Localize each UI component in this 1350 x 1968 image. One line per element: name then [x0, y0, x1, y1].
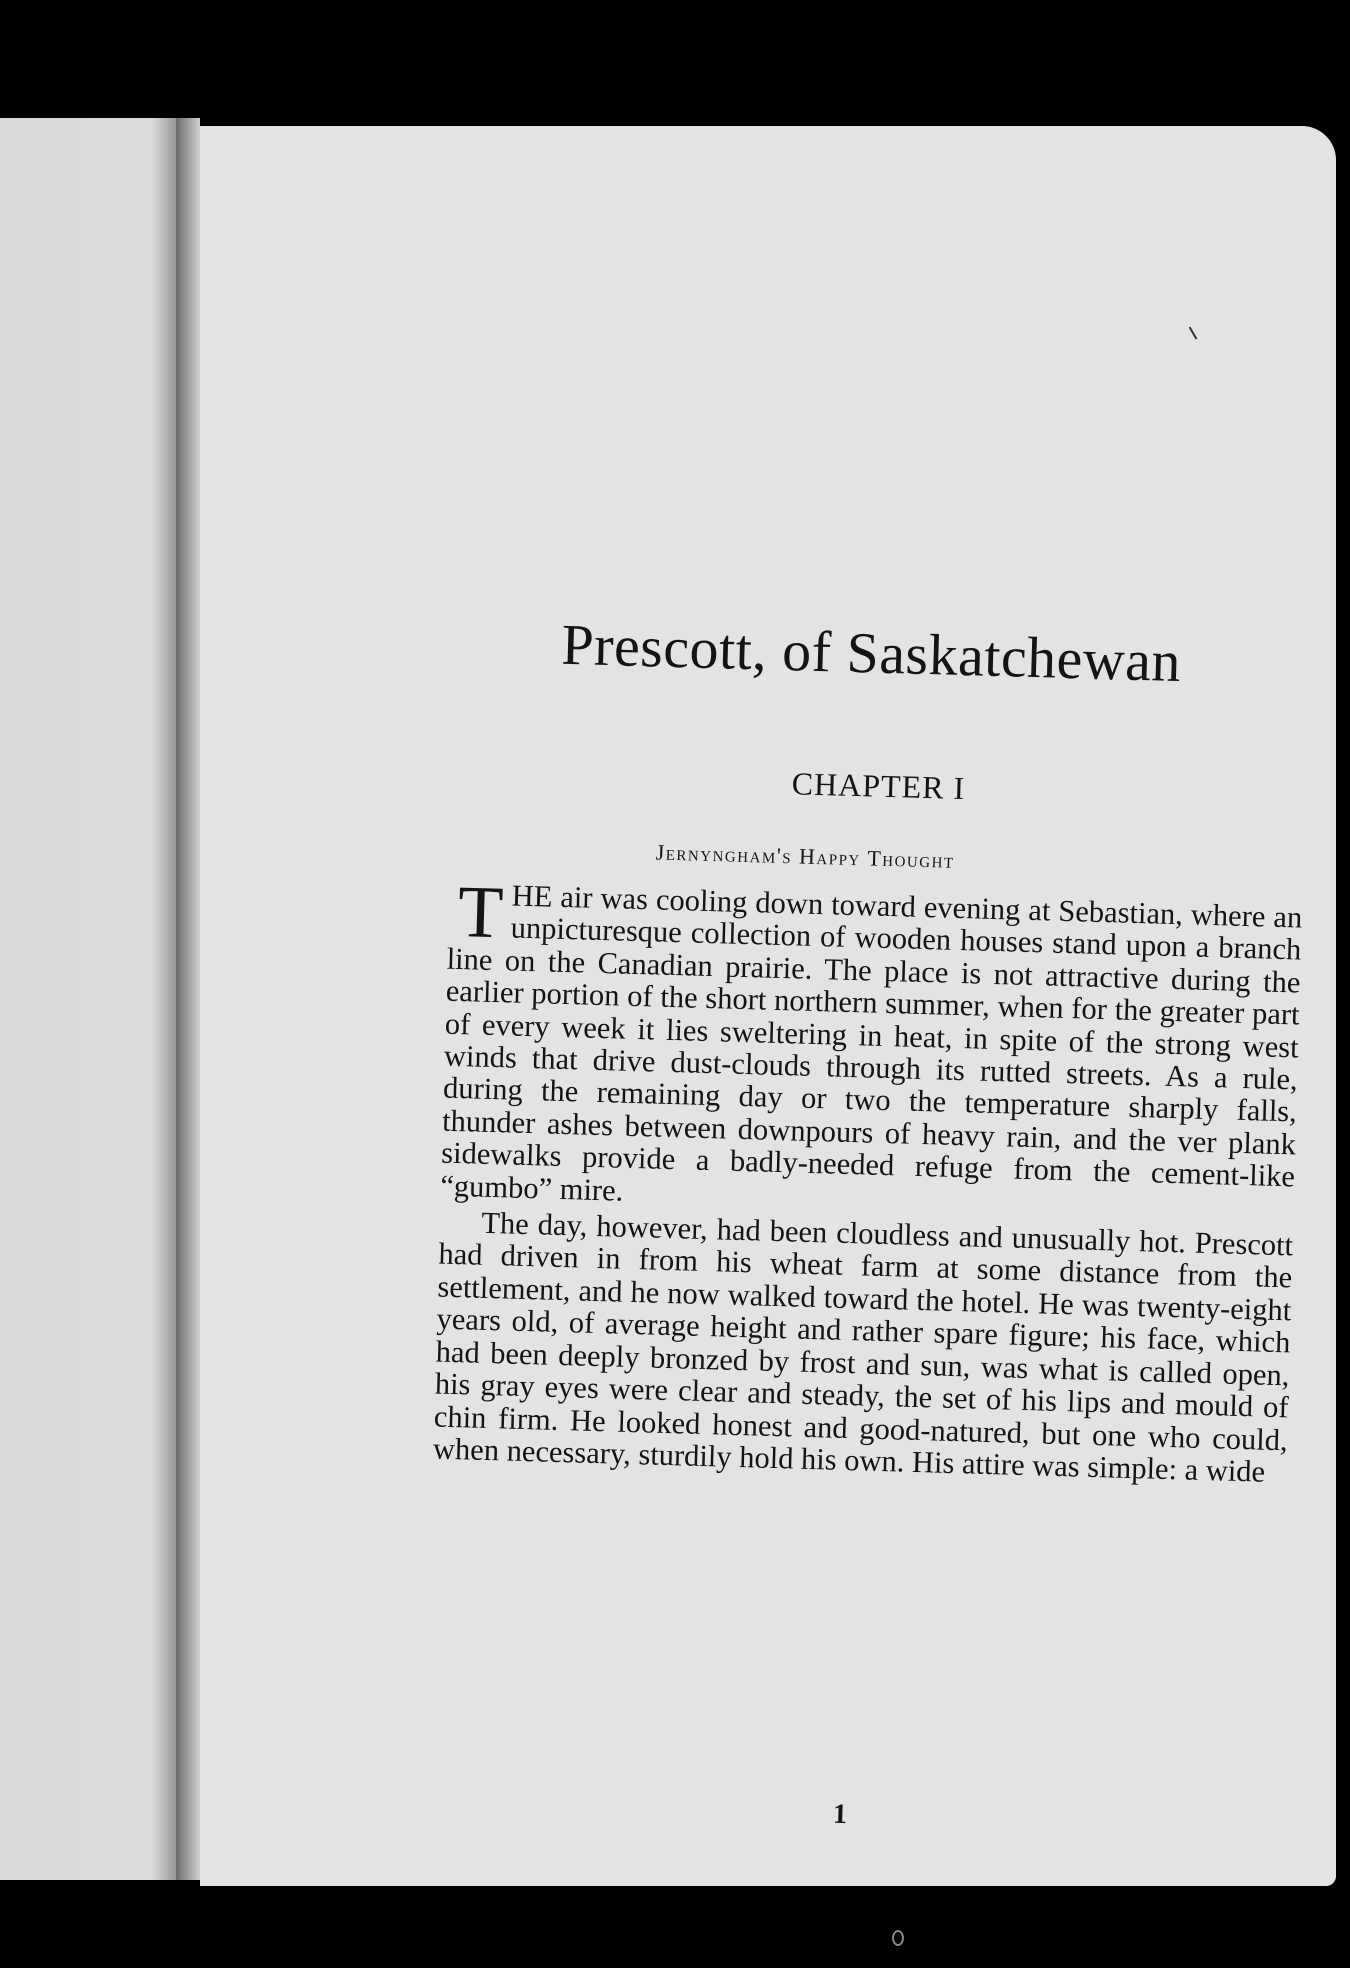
- book-title: Prescott, of Saskatchewan: [560, 611, 1182, 695]
- book-gutter: [176, 118, 200, 1880]
- chapter-body: [432, 870, 1303, 1489]
- paragraph-text: HE air was cooling down toward evening at Sebastian, where an unpicturesque collection of wooden houses stand upon a branch line on the Canadian prairie. The place is not attractive during the earlier portion of the short northern summer, when for the greater part of every week it lies sweltering in heat, in spite of the strong west winds that drive dust-clouds through its rutted streets. As a rule, during the remaining day or two the temperature sharply falls, thunder ashes between downpours of heavy rain, and the ver plank sidewalks provide a badly-needed refuge from the cement-like “gumbo” mire.: [439, 878, 1303, 1208]
- paragraph: [439, 870, 1303, 1226]
- scan-mark: [892, 1930, 904, 1946]
- page-speck: [1189, 326, 1198, 339]
- page-text-block: [432, 126, 1330, 1831]
- drop-cap: T: [456, 870, 505, 955]
- paragraph: The day, however, had been cloudless and unusually hot. Prescott had driven in from his wheat farm at some distance from the settlement, and he now walked toward the hotel. He was twenty-eight years old, of average height and rather spare figure; his face, which had been deeply bronzed by frost and sun, was what is called open, his gray eyes were clear and steady, the set of his lips and mould of chin firm. He looked honest and good-natured, but one who could, when necessary, sturdily hold his own. His attire was simple: a wide: [432, 1205, 1294, 1489]
- book-page: [200, 126, 1336, 1886]
- chapter-heading: CHAPTER I: [791, 765, 966, 807]
- left-page-edge: [0, 118, 190, 1880]
- chapter-subtitle: Jernyngham's Happy Thought: [655, 839, 956, 873]
- page-number: 1: [832, 1798, 848, 1831]
